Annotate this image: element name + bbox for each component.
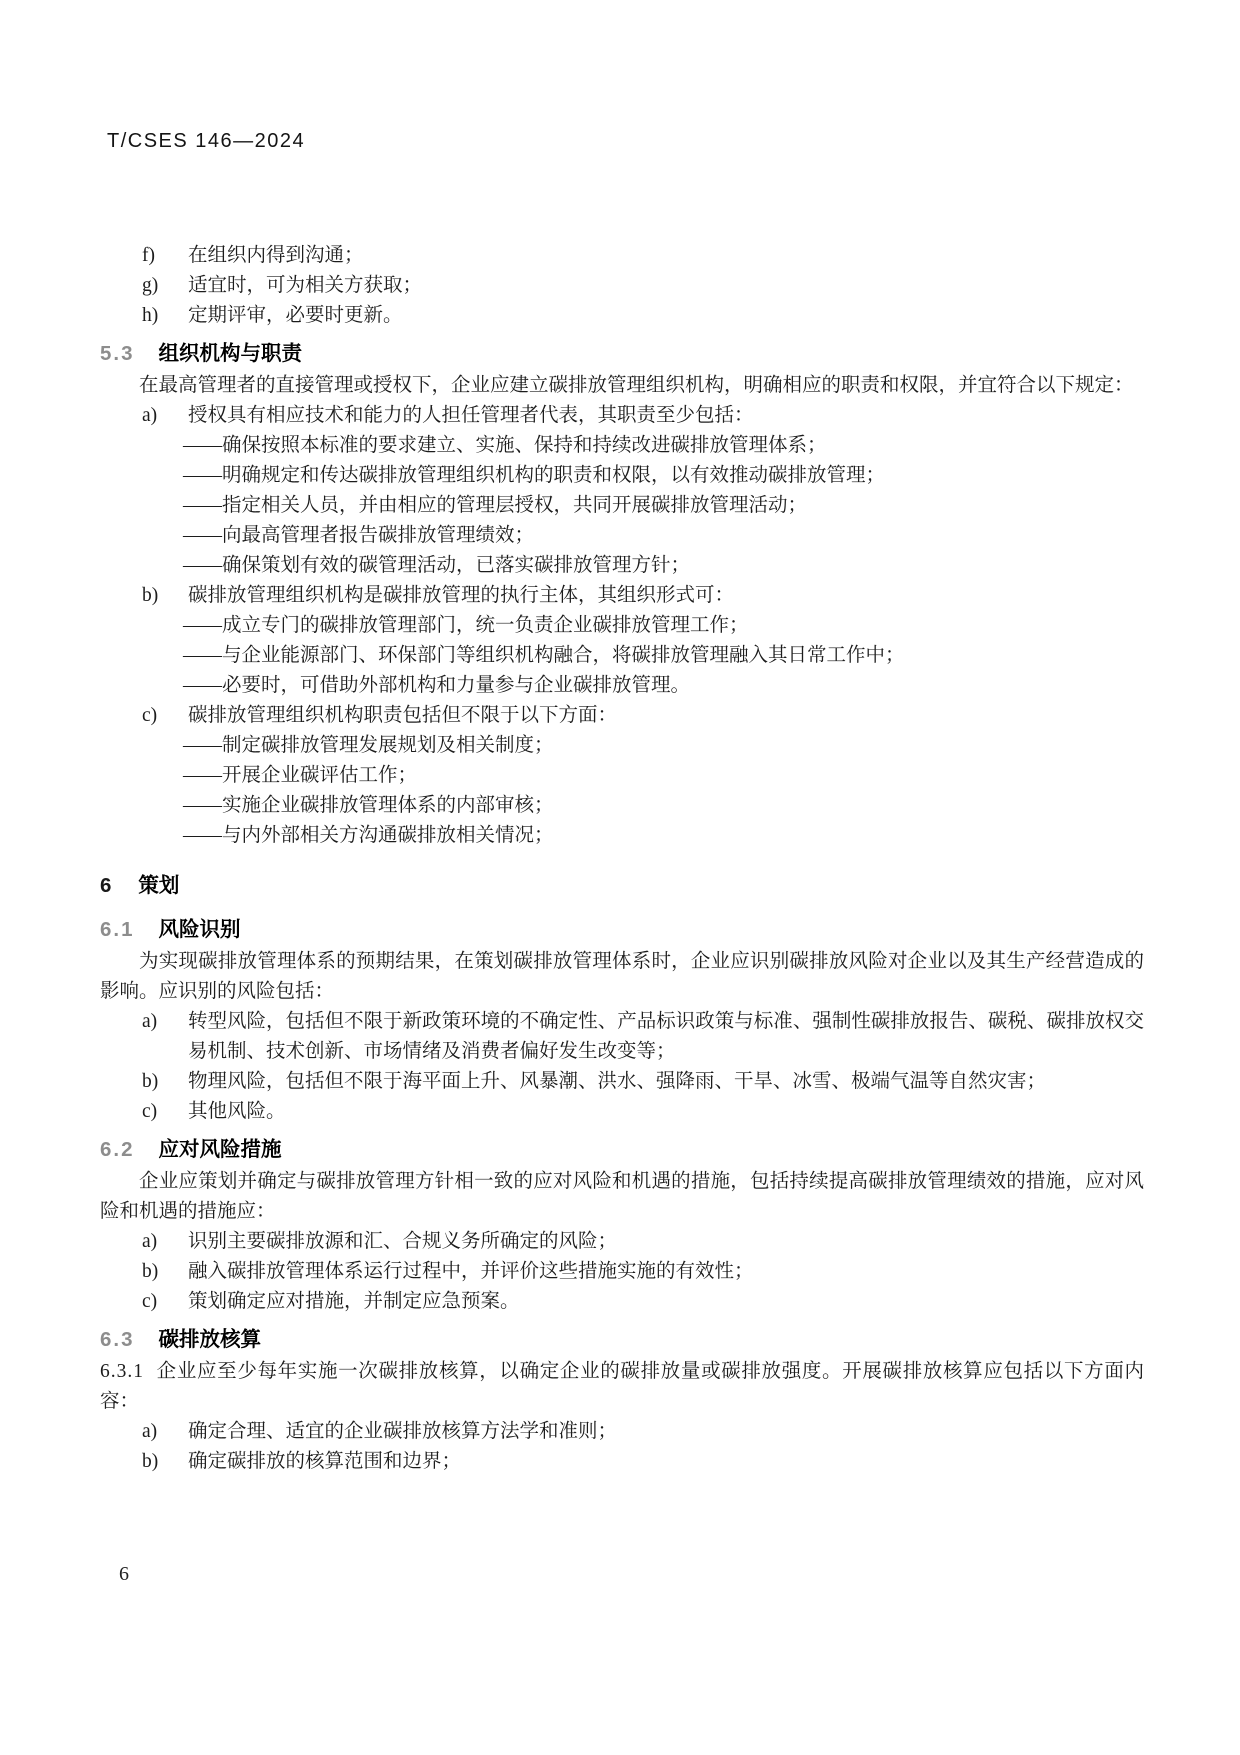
letter-list-item bbox=[100, 1447, 1144, 1477]
item-label: a) bbox=[142, 405, 158, 426]
clause-text: 企业应至少每年实施一次碳排放核算，以确定企业的碳排放量或碳排放强度。开展碳排放核算应包括以下方面内容： bbox=[100, 1361, 1144, 1412]
item-text: 在组织内得到沟通； bbox=[188, 245, 364, 266]
letter-list-item bbox=[100, 1287, 1144, 1317]
heading-title: 组织机构与职责 bbox=[158, 342, 302, 365]
item-label: g) bbox=[142, 275, 159, 296]
paragraph: 为实现碳排放管理体系的预期结果，在策划碳排放管理体系时，企业应识别碳排放风险对企业以及其生产经营造成的影响。应识别的风险包括： bbox=[100, 951, 1144, 1002]
dash-list-item: ——制定碳排放管理发展规划及相关制度； bbox=[183, 735, 554, 756]
letter-list-item bbox=[100, 401, 1144, 431]
chapter-heading bbox=[100, 871, 1144, 901]
item-label: c) bbox=[142, 1291, 158, 1312]
dash-list-item: ——与内外部相关方沟通碳排放相关情况； bbox=[183, 825, 554, 846]
item-text: 融入碳排放管理体系运行过程中，并评价这些措施实施的有效性； bbox=[188, 1261, 754, 1282]
letter-list-item bbox=[100, 271, 1144, 301]
item-text: 碳排放管理组织机构职责包括但不限于以下方面： bbox=[188, 705, 618, 726]
heading-title: 策划 bbox=[138, 874, 180, 897]
dash-list-item: ——必要时，可借助外部机构和力量参与企业碳排放管理。 bbox=[183, 675, 691, 696]
item-label: c) bbox=[142, 1101, 158, 1122]
heading-number: 6 bbox=[100, 874, 113, 897]
item-text: 策划确定应对措施，并制定应急预案。 bbox=[188, 1291, 520, 1312]
heading-number: 5.3 bbox=[100, 342, 135, 365]
item-label: c) bbox=[142, 705, 158, 726]
dash-list-item: ——与企业能源部门、环保部门等组织机构融合，将碳排放管理融入其日常工作中； bbox=[183, 645, 905, 666]
item-label: a) bbox=[142, 1231, 158, 1252]
letter-list-item bbox=[100, 241, 1144, 271]
letter-list-item bbox=[100, 701, 1144, 731]
item-text: 其他风险。 bbox=[188, 1101, 286, 1122]
letter-list-item bbox=[100, 301, 1144, 331]
item-label: a) bbox=[142, 1011, 158, 1032]
heading-title: 碳排放核算 bbox=[158, 1328, 261, 1351]
item-label: b) bbox=[142, 1071, 159, 1092]
item-label: a) bbox=[142, 1421, 158, 1442]
section-heading bbox=[100, 1135, 1144, 1165]
letter-list-item bbox=[100, 1097, 1144, 1127]
paragraph: 在最高管理者的直接管理或授权下，企业应建立碳排放管理组织机构，明确相应的职责和权限，并宜符合以下规定： bbox=[139, 375, 1134, 396]
item-text: 转型风险，包括但不限于新政策环境的不确定性、产品标识政策与标准、强制性碳排放报告、碳税、碳排放权交易机制、技术创新、市场情绪及消费者偏好发生改变等； bbox=[188, 1011, 1144, 1062]
heading-number: 6.1 bbox=[100, 918, 135, 941]
page-number: 6 bbox=[119, 1563, 129, 1585]
item-label: h) bbox=[142, 305, 159, 326]
item-label: b) bbox=[142, 1261, 159, 1282]
item-label: b) bbox=[142, 1451, 159, 1472]
dash-list-item: ——向最高管理者报告碳排放管理绩效； bbox=[183, 525, 535, 546]
dash-list-item: ——开展企业碳评估工作； bbox=[183, 765, 418, 786]
item-text: 确定合理、适宜的企业碳排放核算方法学和准则； bbox=[188, 1421, 618, 1442]
letter-list-item bbox=[100, 1227, 1144, 1257]
letter-list-item bbox=[100, 1067, 1144, 1097]
item-text: 授权具有相应技术和能力的人担任管理者代表，其职责至少包括： bbox=[188, 405, 754, 426]
clause-paragraph bbox=[100, 1357, 1144, 1417]
item-label: f) bbox=[142, 245, 155, 266]
heading-number: 6.3 bbox=[100, 1328, 135, 1351]
dash-list-item: ——指定相关人员，并由相应的管理层授权，共同开展碳排放管理活动； bbox=[183, 495, 808, 516]
dash-list-item: ——实施企业碳排放管理体系的内部审核； bbox=[183, 795, 554, 816]
dash-list-item: ——确保按照本标准的要求建立、实施、保持和持续改进碳排放管理体系； bbox=[183, 435, 827, 456]
item-text: 物理风险，包括但不限于海平面上升、风暴潮、洪水、强降雨、干旱、冰雪、极端气温等自然灾害； bbox=[188, 1071, 1047, 1092]
item-text: 识别主要碳排放源和汇、合规义务所确定的风险； bbox=[188, 1231, 618, 1252]
clause-number: 6.3.1 bbox=[100, 1361, 144, 1382]
letter-list-item bbox=[100, 1417, 1144, 1447]
letter-list-item bbox=[100, 1257, 1144, 1287]
document-content bbox=[100, 241, 1144, 1477]
letter-list-item bbox=[100, 1007, 1144, 1067]
paragraph: 企业应策划并确定与碳排放管理方针相一致的应对风险和机遇的措施，包括持续提高碳排放管理绩效的措施，应对风险和机遇的措施应： bbox=[100, 1171, 1144, 1222]
item-text: 碳排放管理组织机构是碳排放管理的执行主体，其组织形式可： bbox=[188, 585, 735, 606]
dash-list-item: ——明确规定和传达碳排放管理组织机构的职责和权限，以有效推动碳排放管理； bbox=[183, 465, 886, 486]
dash-list-item: ——成立专门的碳排放管理部门，统一负责企业碳排放管理工作； bbox=[183, 615, 749, 636]
heading-title: 风险识别 bbox=[158, 918, 241, 941]
item-text: 确定碳排放的核算范围和边界； bbox=[188, 1451, 462, 1472]
item-text: 定期评审，必要时更新。 bbox=[188, 305, 403, 326]
section-heading bbox=[100, 915, 1144, 945]
letter-list-item bbox=[100, 581, 1144, 611]
section-heading bbox=[100, 339, 1144, 369]
item-text: 适宜时，可为相关方获取； bbox=[188, 275, 423, 296]
heading-number: 6.2 bbox=[100, 1138, 135, 1161]
section-heading bbox=[100, 1325, 1144, 1355]
heading-title: 应对风险措施 bbox=[158, 1138, 282, 1161]
dash-list-item: ——确保策划有效的碳管理活动，已落实碳排放管理方针； bbox=[183, 555, 691, 576]
item-label: b) bbox=[142, 585, 159, 606]
running-header: T/CSES 146—2024 bbox=[107, 130, 306, 152]
